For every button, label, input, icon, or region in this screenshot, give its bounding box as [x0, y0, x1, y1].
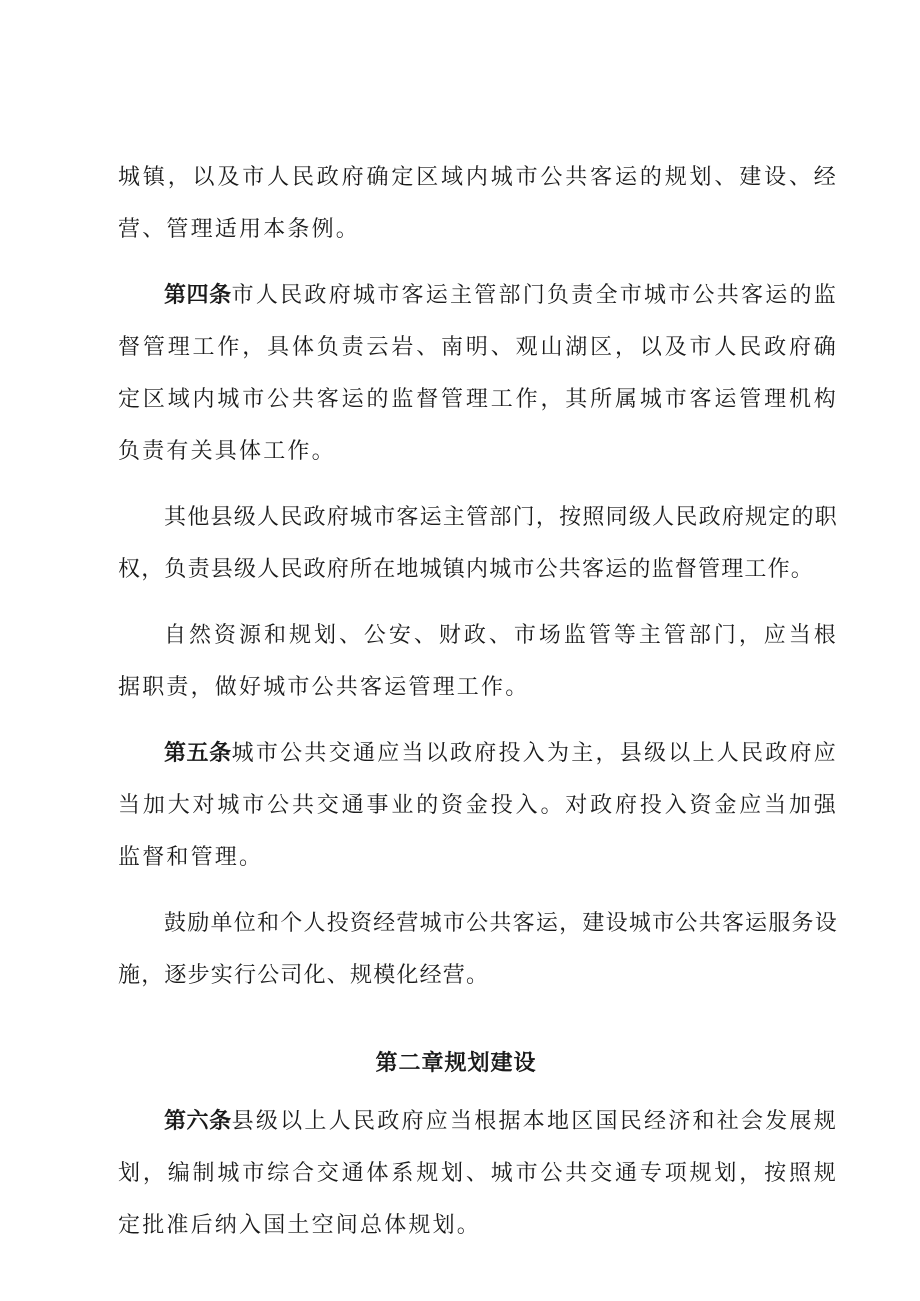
article-6: [118, 1096, 838, 1252]
chapter-heading: 第二章规划建设: [375, 1051, 537, 1076]
article-4-number: 第四条: [164, 283, 232, 308]
paragraph-continuation: 城镇，以及市人民政府确定区域内城市公共客运的规划、建设、经营、管理适用本条例。: [118, 165, 838, 242]
article-5-number: 第五条: [164, 741, 232, 766]
article-6-number: 第六条: [164, 1109, 232, 1134]
paragraph-other-county: 其他县级人民政府城市客运主管部门，按照同级人民政府规定的职权，负责县级人民政府所在地城镇内城市公共客运的监督管理工作。: [118, 505, 838, 582]
document-body: [118, 152, 838, 1266]
article-4: [118, 270, 838, 478]
article-4-text: 市人民政府城市客运主管部门负责全市城市公共客运的监督管理工作，具体负责云岩、南明、观山湖区，以及市人民政府确定区域内城市公共客运的监督管理工作，其所属城市客运管理机构负责有关具体工作。: [118, 283, 838, 464]
article-6-text: 县级以上人民政府应当根据本地区国民经济和社会发展规划，编制城市综合交通体系规划、城市公共交通专项规划，按照规定批准后纳入国土空间总体规划。: [118, 1109, 838, 1238]
article-5-text: 城市公共交通应当以政府投入为主，县级以上人民政府应当加大对城市公共交通事业的资金投入。对政府投入资金应当加强监督和管理。: [118, 741, 838, 870]
paragraph-encourage: 鼓励单位和个人投资经营城市公共客运，建设城市公共客运服务设施，逐步实行公司化、规模化经营。: [118, 911, 838, 988]
article-5: [118, 728, 838, 884]
paragraph-departments: 自然资源和规划、公安、财政、市场监管等主管部门，应当根据职责，做好城市公共客运管理工作。: [118, 623, 838, 700]
